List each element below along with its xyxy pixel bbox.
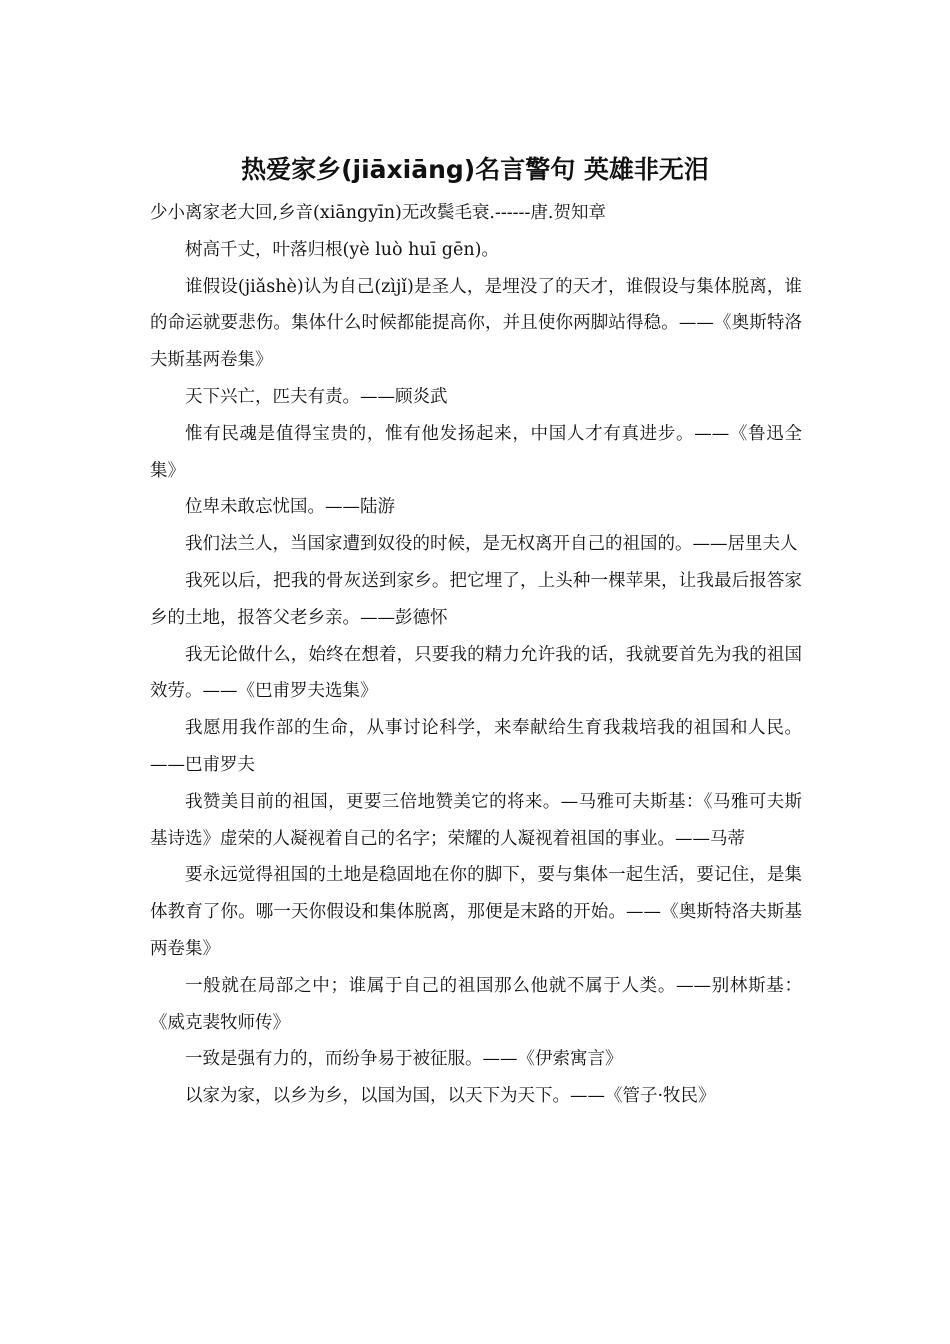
paragraph: 树高千丈，叶落归根(yè luò huī gēn)。: [185, 239, 499, 260]
paragraph: 我赞美目前的祖国，更要三倍地赞美它的将来。—马雅可夫斯基：《马雅可夫斯基诗选》虚荣的人凝视着自己的名字；荣耀的人凝视着祖国的事业。——马蒂: [150, 791, 802, 849]
paragraph: 要永远觉得祖国的土地是稳固地在你的脚下，要与集体一起生活，要记住，是集体教育了你。哪一天你假设和集体脱离，那便是末路的开始。——《奥斯特洛夫斯基两卷集》: [150, 865, 802, 959]
paragraph: 我们法兰人，当国家遭到奴役的时候，是无权离开自己的祖国的。——居里夫人: [185, 534, 798, 555]
paragraph: 天下兴亡，匹夫有责。——顾炎武: [185, 386, 448, 407]
paragraph: 位卑未敢忘忧国。——陆游: [185, 497, 395, 518]
document-body: [150, 195, 802, 1115]
paragraph: 谁假设(jiǎshè)认为自己(zìjǐ)是圣人，是埋没了的天才，谁假设与集体脱离，谁的命运就要悲伤。集体什么时候都能提高你，并且使你两脚站得稳。——《奥斯特洛夫斯基两卷集》: [150, 276, 802, 371]
paragraph: 我愿用我作部的生命，从事讨论科学，来奉献给生育我栽培我的祖国和人民。——巴甫罗夫: [150, 718, 802, 775]
paragraph: 一般就在局部之中；谁属于自己的祖国那么他就不属于人类。——别林斯基：《威克裴牧师传》: [150, 975, 802, 1033]
paragraph: 我死以后，把我的骨灰送到家乡。把它埋了，上头种一棵苹果，让我最后报答家乡的土地，报答父老乡亲。——彭德怀: [150, 570, 802, 628]
paragraph: 惟有民魂是值得宝贵的，惟有他发扬起来，中国人才有真进步。——《鲁迅全集》: [150, 423, 802, 481]
paragraph: 少小离家老大回,乡音(xiāngyīn)无改鬓毛衰.------唐.贺知章: [150, 203, 606, 223]
document-title: 热爱家乡(jiāxiāng)名言警句 英雄非无泪: [241, 155, 709, 184]
paragraph: 一致是强有力的，而纷争易于被征服。——《伊索寓言》: [185, 1049, 623, 1070]
paragraph: 我无论做什么，始终在想着，只要我的精力允许我的话，我就要首先为我的祖国效劳。——《巴甫罗夫选集》: [150, 644, 802, 702]
paragraph: 以家为家，以乡为乡，以国为国，以天下为天下。——《管子·牧民》: [185, 1086, 716, 1107]
